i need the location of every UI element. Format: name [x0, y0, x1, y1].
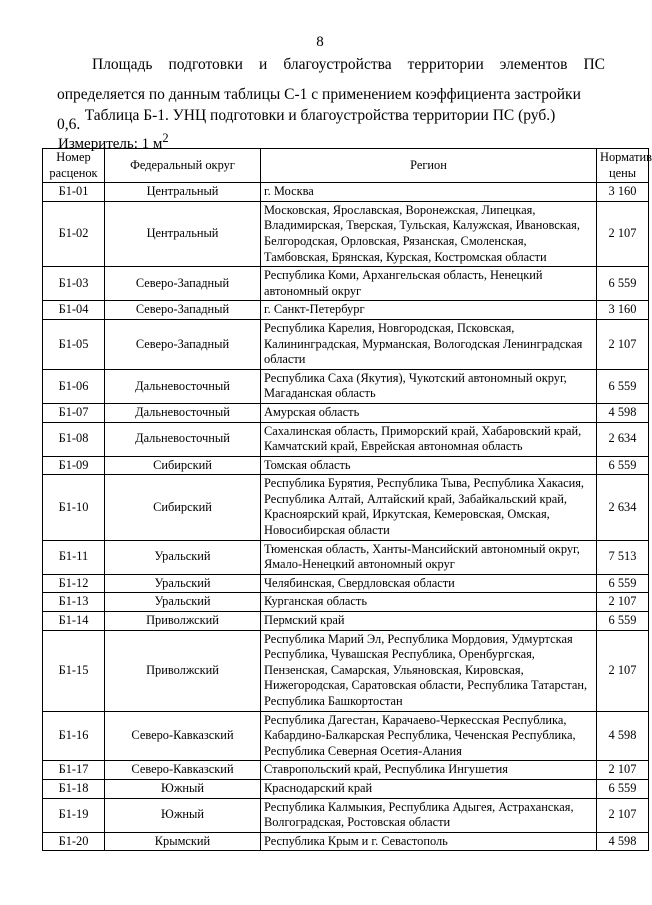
- row-district: Уральский: [105, 540, 261, 574]
- row-region: Курганская область: [261, 593, 597, 612]
- row-code: Б1-20: [43, 832, 105, 851]
- row-code: Б1-14: [43, 612, 105, 631]
- row-value: 2 107: [597, 630, 649, 711]
- table-row: [43, 540, 649, 574]
- row-value: 4 598: [597, 832, 649, 851]
- table-title: Таблица Б-1. УНЦ подготовки и благоустройства территории ПС (руб.): [84, 107, 556, 124]
- intro-line-1: Площадь подготовки и благоустройства территории элементов ПС: [92, 56, 605, 73]
- row-code: Б1-13: [43, 593, 105, 612]
- table-row: [43, 422, 649, 456]
- row-value: 6 559: [597, 612, 649, 631]
- row-district: Дальневосточный: [105, 403, 261, 422]
- row-region: г. Санкт-Петербург: [261, 301, 597, 320]
- intro-line-2: определяется по данным таблицы С-1 с применением коэффициента застройки 0,6.: [57, 86, 581, 133]
- table-row: [43, 798, 649, 832]
- header-code: Номер расценок: [43, 149, 105, 183]
- row-region: Республика Калмыкия, Республика Адыгея, Астраханская, Волгоградская, Ростовская области: [261, 798, 597, 832]
- row-district: Центральный: [105, 201, 261, 266]
- row-region: г. Москва: [261, 183, 597, 202]
- row-value: 2 634: [597, 475, 649, 540]
- row-value: 6 559: [597, 574, 649, 593]
- row-region: Республика Коми, Архангельская область, Ненецкий автономный округ: [261, 267, 597, 301]
- row-region: Республика Марий Эл, Республика Мордовия, Удмуртская Республика, Чувашская Республика, Оренбургская, Пензенская, Самарская, Ульяновская, Кировская, Нижегородская, Саратовская области, Республика Татарстан, Республика Башкортостан: [261, 630, 597, 711]
- row-code: Б1-09: [43, 456, 105, 475]
- table-row: [43, 779, 649, 798]
- row-district: Сибирский: [105, 456, 261, 475]
- row-code: Б1-15: [43, 630, 105, 711]
- row-region: Республика Карелия, Новгородская, Псковская, Калининградская, Мурманская, Вологодская Ленинградская области: [261, 319, 597, 369]
- row-value: 4 598: [597, 403, 649, 422]
- table-row: [43, 612, 649, 631]
- unit-text: Измеритель: 1 м: [58, 136, 163, 152]
- row-code: Б1-06: [43, 369, 105, 403]
- table-row: [43, 301, 649, 320]
- row-district: Центральный: [105, 183, 261, 202]
- row-code: Б1-07: [43, 403, 105, 422]
- row-value: 2 107: [597, 319, 649, 369]
- row-code: Б1-08: [43, 422, 105, 456]
- row-code: Б1-05: [43, 319, 105, 369]
- row-value: 2 107: [597, 201, 649, 266]
- table-row: [43, 201, 649, 266]
- row-code: Б1-01: [43, 183, 105, 202]
- row-region: Ставропольский край, Республика Ингушетия: [261, 761, 597, 780]
- row-region: Республика Бурятия, Республика Тыва, Республика Хакасия, Республика Алтай, Алтайский край, Забайкальский край, Красноярский край, Иркутская, Кемеровская, Омская, Новосибирская области: [261, 475, 597, 540]
- row-code: Б1-18: [43, 779, 105, 798]
- page-number: 8: [316, 34, 324, 50]
- row-region: Пермский край: [261, 612, 597, 631]
- row-region: Томская область: [261, 456, 597, 475]
- row-value: 6 559: [597, 779, 649, 798]
- row-value: 2 107: [597, 798, 649, 832]
- table-row: [43, 267, 649, 301]
- row-code: Б1-10: [43, 475, 105, 540]
- row-region: Амурская область: [261, 403, 597, 422]
- table-row: [43, 761, 649, 780]
- row-value: 7 513: [597, 540, 649, 574]
- row-district: Крымский: [105, 832, 261, 851]
- table-row: [43, 832, 649, 851]
- row-value: 2 107: [597, 761, 649, 780]
- row-district: Дальневосточный: [105, 369, 261, 403]
- row-value: 6 559: [597, 369, 649, 403]
- row-district: Уральский: [105, 593, 261, 612]
- row-value: 6 559: [597, 267, 649, 301]
- row-district: Северо-Западный: [105, 267, 261, 301]
- row-code: Б1-04: [43, 301, 105, 320]
- row-district: Северо-Кавказский: [105, 711, 261, 761]
- row-region: Московская, Ярославская, Воронежская, Липецкая, Владимирская, Тверская, Тульская, Калужская, Ивановская, Белгородская, Орловская, Рязанская, Смоленская, Тамбовская, Брянская, Курская, Костромская области: [261, 201, 597, 266]
- row-district: Приволжский: [105, 612, 261, 631]
- row-value: 3 160: [597, 183, 649, 202]
- row-region: Республика Саха (Якутия), Чукотский автономный округ, Магаданская область: [261, 369, 597, 403]
- row-region: Челябинская, Свердловская области: [261, 574, 597, 593]
- row-code: Б1-19: [43, 798, 105, 832]
- table-row: [43, 183, 649, 202]
- row-district: Северо-Кавказский: [105, 761, 261, 780]
- row-district: Северо-Западный: [105, 319, 261, 369]
- header-region: Регион: [261, 149, 597, 183]
- row-district: Южный: [105, 798, 261, 832]
- header-value: Норматив цены: [597, 149, 649, 183]
- row-district: Дальневосточный: [105, 422, 261, 456]
- table-row: [43, 475, 649, 540]
- row-district: Сибирский: [105, 475, 261, 540]
- row-value: 2 634: [597, 422, 649, 456]
- row-region: Сахалинская область, Приморский край, Хабаровский край, Камчатский край, Еврейская автономная область: [261, 422, 597, 456]
- row-value: 2 107: [597, 593, 649, 612]
- row-region: Тюменская область, Ханты-Мансийский автономный округ, Ямало-Ненецкий автономный округ: [261, 540, 597, 574]
- table-row: [43, 593, 649, 612]
- row-code: Б1-12: [43, 574, 105, 593]
- table-row: [43, 369, 649, 403]
- table-row: [43, 630, 649, 711]
- table-row: [43, 456, 649, 475]
- unit-superscript: 2: [162, 131, 169, 145]
- row-value: 6 559: [597, 456, 649, 475]
- table-row: [43, 711, 649, 761]
- table-row: [43, 574, 649, 593]
- row-code: Б1-03: [43, 267, 105, 301]
- row-region: Краснодарский край: [261, 779, 597, 798]
- row-value: 3 160: [597, 301, 649, 320]
- row-district: Приволжский: [105, 630, 261, 711]
- row-code: Б1-11: [43, 540, 105, 574]
- header-district: Федеральный округ: [105, 149, 261, 183]
- table-row: [43, 319, 649, 369]
- table-header-row: [43, 149, 649, 183]
- row-region: Республика Крым и г. Севастополь: [261, 832, 597, 851]
- row-code: Б1-17: [43, 761, 105, 780]
- price-norms-table: [42, 148, 652, 851]
- row-value: 4 598: [597, 711, 649, 761]
- row-code: Б1-02: [43, 201, 105, 266]
- row-district: Уральский: [105, 574, 261, 593]
- row-code: Б1-16: [43, 711, 105, 761]
- row-district: Южный: [105, 779, 261, 798]
- row-district: Северо-Западный: [105, 301, 261, 320]
- row-region: Республика Дагестан, Карачаево-Черкесская Республика, Кабардино-Балкарская Республика, Чеченская Республика, Республика Северная Осетия-Алания: [261, 711, 597, 761]
- table-row: [43, 403, 649, 422]
